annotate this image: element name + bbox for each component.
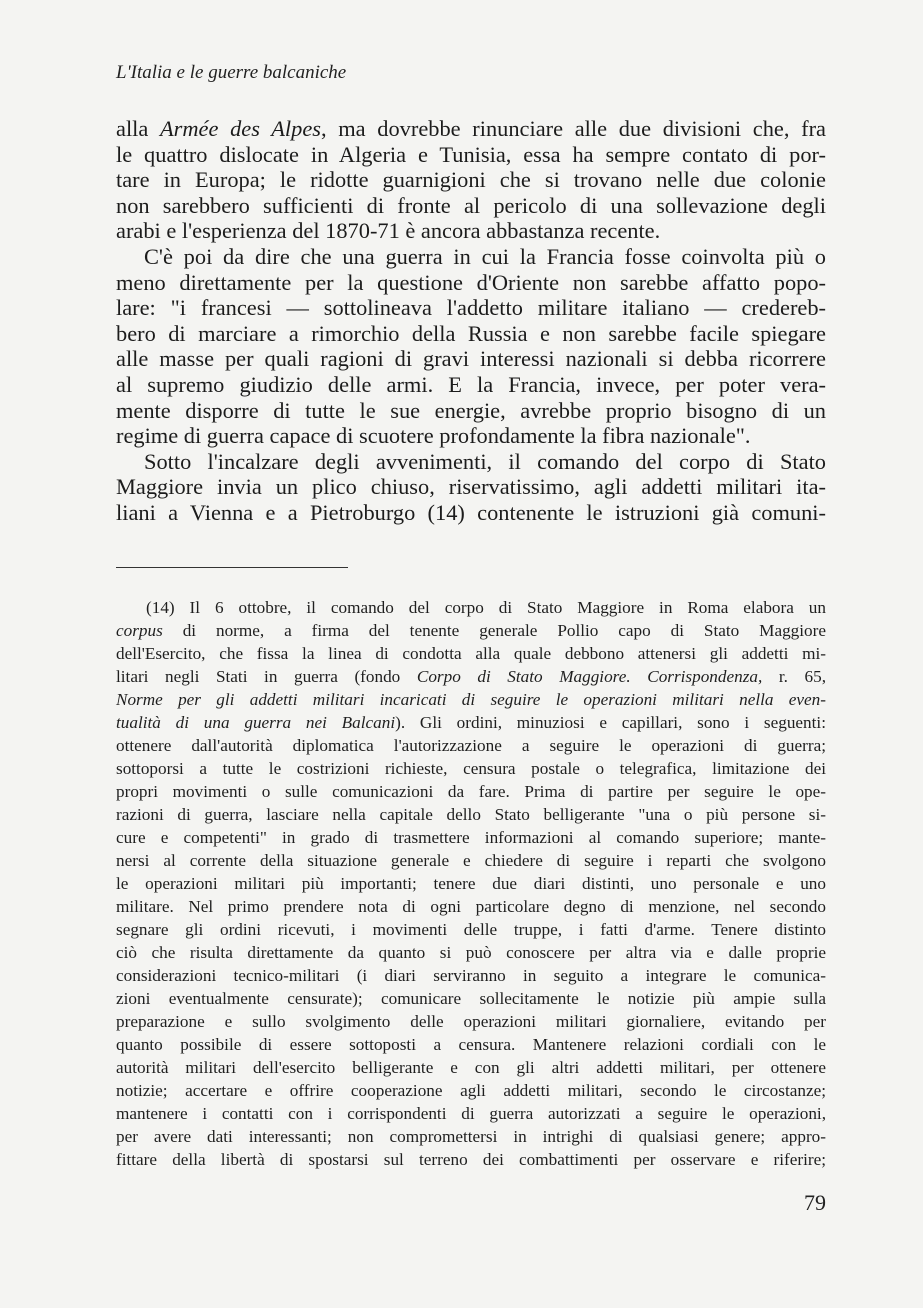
footnote-line: le operazioni militari più importanti; tenere due diari distinti, uno personale e uno	[116, 874, 826, 893]
text-line: meno direttamente per la questione d'Oriente non sarebbe affatto popo-	[116, 269, 826, 295]
text-line: bero di marciare a rimorchio della Russia e non sarebbe facile spiegare	[116, 320, 826, 346]
footnote-line: tualità di una guerra nei Balcani). Gli ordini, minuziosi e capillari, sono i seguenti:	[116, 713, 826, 732]
footnote-line: mantenere i contatti con i corrispondenti di guerra autorizzati a seguire le operazioni,	[116, 1104, 826, 1123]
footnote-line: litari negli Stati in guerra (fondo Corpo di Stato Maggiore. Corrispondenza, r. 65,	[116, 667, 827, 686]
text-line: C'è poi da dire che una guerra in cui la Francia fosse coinvolta più o	[144, 243, 826, 269]
footnote-14	[116, 596, 826, 1171]
footnote-line: (14) Il 6 ottobre, il comando del corpo di Stato Maggiore in Roma elabora un	[146, 598, 826, 617]
text-line: alla Armée des Alpes, ma dovrebbe rinunciare alle due divisioni che, fra	[116, 116, 826, 141]
footnote-line: razioni di guerra, lasciare nella capitale dello Stato belligerante "una o più persone si-	[116, 805, 826, 824]
footnote-line: sottoporsi a tutte le costrizioni richieste, censura postale o telegrafica, limitazione dei	[116, 759, 826, 778]
footnote-line: fittare della libertà di spostarsi sul terreno dei combattimenti per osservare e riferire;	[116, 1150, 826, 1169]
text-line: arabi e l'esperienza del 1870-71 è ancora abbastanza recente.	[116, 218, 661, 244]
text-line: lare: "i francesi — sottolineava l'addetto militare italiano — credereb-	[116, 295, 826, 321]
footnote-line: Norme per gli addetti militari incaricati di seguire le operazioni militari nella even-	[116, 690, 826, 709]
footnote-line: considerazioni tecnico-militari (i diari serviranno in seguito a integrare le comunica-	[116, 966, 826, 985]
footnote-line: autorità militari dell'esercito belligerante e con gli altri addetti militari, per ottenere	[116, 1058, 826, 1077]
text-line: le quattro dislocate in Algeria e Tunisia, essa ha sempre contato di por-	[116, 141, 826, 167]
footnote-line: quanto possibile di essere sottoposti a censura. Mantenere relazioni cordiali con le	[116, 1035, 826, 1054]
footnote-line: ciò che risulta direttamente da quanto si può conoscere per altra via e dalle proprie	[116, 943, 826, 962]
footnote-line: zioni eventualmente censurate); comunicare sollecitamente le notizie più ampie sulla	[116, 989, 826, 1008]
text-line: tare in Europa; le ridotte guarnigioni che si trovano nelle due colonie	[116, 167, 826, 193]
page-number: 79	[804, 1190, 826, 1215]
text-line: Sotto l'incalzare degli avvenimenti, il comando del corpo di Stato	[144, 448, 826, 474]
footnote-line: militare. Nel primo prendere nota di ogni particolare degno di menzione, nel secondo	[116, 897, 826, 916]
text-line: mente disporre di tutte le sue energie, avrebbe proprio bisogno di un	[116, 397, 826, 423]
footnote-divider	[116, 567, 348, 568]
footnote-line: nersi al corrente della situazione generale e chiedere di seguire i reparti che svolgono	[116, 851, 826, 870]
text-line: non sarebbero sufficienti di fronte al pericolo di una sollevazione degli	[116, 192, 826, 218]
text-line: liani a Vienna e a Pietroburgo (14) contenente le istruzioni già comuni-	[116, 499, 826, 525]
footnote-line: corpus di norme, a firma del tenente generale Pollio capo di Stato Maggiore	[116, 621, 826, 640]
text-line: Maggiore invia un plico chiuso, riservatissimo, agli addetti militari ita-	[116, 474, 826, 500]
footnote-line: segnare gli ordini ricevuti, i movimenti delle truppe, i fatti d'arme. Tenere distinto	[116, 920, 826, 939]
footnote-line: ottenere dall'autorità diplomatica l'autorizzazione a seguire le operazioni di guerra;	[116, 736, 826, 755]
text-line: al supremo giudizio delle armi. E la Francia, invece, per poter vera-	[116, 371, 826, 397]
footnote-line: dell'Esercito, che fissa la linea di condotta alla quale debbono attenersi gli addetti mi-	[116, 644, 826, 663]
footnote-line: per avere dati interessanti; non compromettersi in intrighi di qualsiasi genere; appro-	[116, 1127, 826, 1146]
footnote-line: notizie; accertare e offrire cooperazione agli addetti militari, secondo le circostanze;	[116, 1081, 826, 1100]
running-head: L'Italia e le guerre balcaniche	[116, 62, 347, 83]
text-line: regime di guerra capace di scuotere profondamente la fibra nazionale".	[116, 423, 751, 449]
footnote-line: propri movimenti o sulle comunicazioni da fare. Prima di partire per seguire le ope-	[116, 782, 826, 801]
main-text	[116, 116, 826, 526]
footnote-line: preparazione e sullo svolgimento delle operazioni militari giornaliere, evitando per	[116, 1012, 826, 1031]
text-line: alle masse per quali ragioni di gravi interessi nazionali si debba ricorrere	[116, 346, 826, 372]
footnote-line: cure e competenti" in grado di trasmettere informazioni al comando superiore; mante-	[116, 828, 826, 847]
